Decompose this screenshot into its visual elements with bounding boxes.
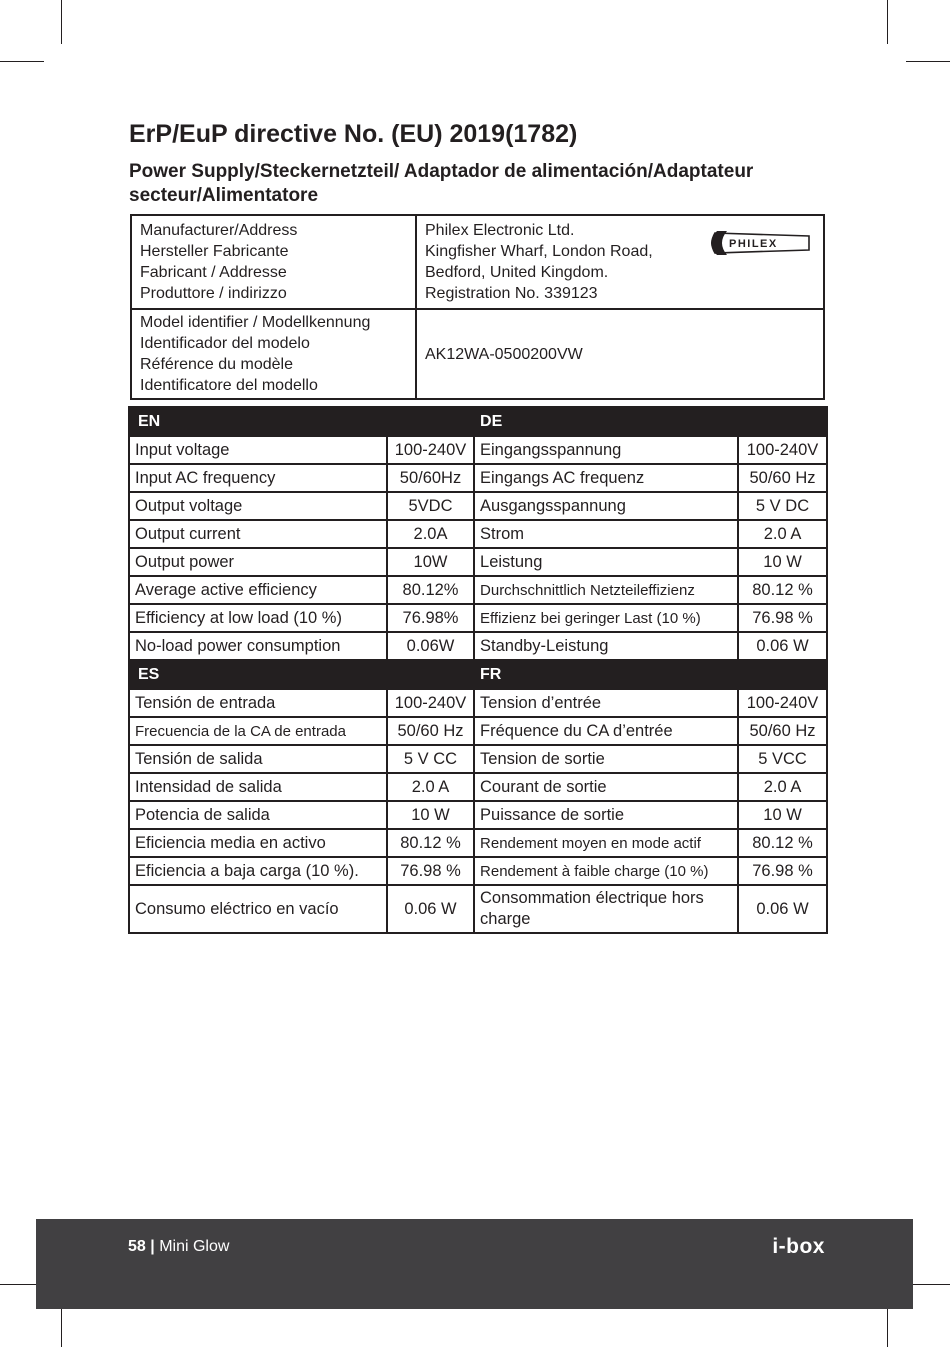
manufacturer-label-line: Manufacturer/Address (140, 222, 298, 239)
crop-mark (61, 0, 62, 44)
spec-label: Consommation électrique hors charge (474, 885, 738, 933)
crop-mark (887, 0, 888, 44)
manufacturer-label-line: Produttore / indirizzo (140, 285, 287, 302)
spec-value: 10 W (738, 801, 827, 829)
address-line: Registration No. 339123 (425, 285, 598, 302)
spec-value: 50/60 Hz (738, 717, 827, 745)
spec-label: Standby-Leistung (474, 632, 738, 660)
spec-label: Strom (474, 520, 738, 548)
spec-value: 0.06 W (387, 885, 474, 933)
manufacturer-row (131, 215, 824, 309)
spec-row (129, 520, 827, 548)
spec-label: Tensión de salida (129, 745, 387, 773)
spec-label: Eingangs AC frequenz (474, 464, 738, 492)
spec-label: Rendement moyen en mode actif (474, 829, 738, 857)
spec-row (129, 829, 827, 857)
philex-logo (705, 230, 811, 256)
spec-table (128, 406, 828, 934)
model-row (131, 309, 824, 399)
lang-header-en: EN (129, 407, 474, 436)
spec-label: Durchschnittlich Netzteileffizienz (474, 576, 738, 604)
manufacturer-label-line: Fabricant / Addresse (140, 264, 287, 281)
address-line: Bedford, United Kingdom. (425, 264, 609, 281)
page-title: ErP/EuP directive No. (EU) 2019(1782) (129, 120, 578, 148)
spec-value: 80.12 % (387, 829, 474, 857)
spec-value: 10 W (387, 801, 474, 829)
spec-row (129, 492, 827, 520)
spec-value: 50/60Hz (387, 464, 474, 492)
spec-label: Leistung (474, 548, 738, 576)
spec-value: 10 W (738, 548, 827, 576)
spec-row (129, 745, 827, 773)
spec-row (129, 801, 827, 829)
spec-row (129, 576, 827, 604)
spec-value: 76.98 % (387, 857, 474, 885)
model-label (131, 309, 416, 399)
spec-label: Input AC frequency (129, 464, 387, 492)
spec-row (129, 464, 827, 492)
page-footer (36, 1219, 913, 1309)
manufacturer-info-table (130, 214, 825, 400)
spec-value: 76.98 % (738, 857, 827, 885)
spec-label: Output current (129, 520, 387, 548)
lang-header-de: DE (474, 407, 827, 436)
spec-value: 0.06 W (738, 885, 827, 933)
spec-value: 50/60 Hz (738, 464, 827, 492)
language-header-row (129, 407, 827, 436)
spec-label: Fréquence du CA d’entrée (474, 717, 738, 745)
spec-label: Frecuencia de la CA de entrada (129, 717, 387, 745)
spec-label: Input voltage (129, 436, 387, 464)
lang-header-fr: FR (474, 660, 827, 689)
spec-row (129, 857, 827, 885)
model-label-line: Model identifier / Modellkennung (140, 314, 371, 331)
spec-label: Courant de sortie (474, 773, 738, 801)
spec-label: Average active efficiency (129, 576, 387, 604)
footer-page-info (128, 1238, 229, 1256)
spec-label: Puissance de sortie (474, 801, 738, 829)
spec-label: No-load power consumption (129, 632, 387, 660)
spec-label: Effizienz bei geringer Last (10 %) (474, 604, 738, 632)
crop-mark (887, 1303, 888, 1347)
spec-value: 76.98% (387, 604, 474, 632)
spec-label: Efficiency at low load (10 %) (129, 604, 387, 632)
spec-row (129, 773, 827, 801)
language-header-row (129, 660, 827, 689)
spec-row (129, 436, 827, 464)
spec-row (129, 885, 827, 933)
address-line: Kingfisher Wharf, London Road, (425, 243, 653, 260)
model-label-line: Identificatore del modello (140, 377, 318, 394)
crop-mark (0, 61, 44, 62)
spec-value: 80.12% (387, 576, 474, 604)
spec-label: Output voltage (129, 492, 387, 520)
spec-value: 0.06W (387, 632, 474, 660)
spec-row (129, 632, 827, 660)
spec-value: 80.12 % (738, 829, 827, 857)
spec-value: 100-240V (387, 436, 474, 464)
svg-text:PHILEX: PHILEX (729, 238, 778, 250)
spec-value: 5VDC (387, 492, 474, 520)
spec-label: Intensidad de salida (129, 773, 387, 801)
spec-value: 10W (387, 548, 474, 576)
spec-value: 5 V CC (387, 745, 474, 773)
spec-value: 5 VCC (738, 745, 827, 773)
spec-row (129, 689, 827, 717)
spec-label: Tension d’entrée (474, 689, 738, 717)
spec-label: Eficiencia a baja carga (10 %). (129, 857, 387, 885)
spec-label: Consumo eléctrico en vacío (129, 885, 387, 933)
spec-value: 80.12 % (738, 576, 827, 604)
model-label-line: Identificador del modelo (140, 335, 310, 352)
spec-label: Rendement à faible charge (10 %) (474, 857, 738, 885)
spec-value: 0.06 W (738, 632, 827, 660)
page-subtitle: Power Supply/Steckernetzteil/ Adaptador de alimentación/Adaptateur secteur/Alimentatore (129, 161, 754, 206)
spec-value: 2.0A (387, 520, 474, 548)
crop-mark (906, 61, 950, 62)
spec-value: 2.0 A (738, 773, 827, 801)
spec-value: 100-240V (738, 436, 827, 464)
spec-label: Output power (129, 548, 387, 576)
spec-value: 50/60 Hz (387, 717, 474, 745)
page-number: 58 (128, 1238, 146, 1255)
spec-row (129, 604, 827, 632)
product-name: Mini Glow (159, 1238, 230, 1255)
spec-label: Eingangsspannung (474, 436, 738, 464)
manufacturer-label-line: Hersteller Fabricante (140, 243, 289, 260)
model-identifier: AK12WA-0500200VW (416, 309, 824, 399)
model-label-line: Référence du modèle (140, 356, 293, 373)
lang-header-es: ES (129, 660, 474, 689)
spec-row (129, 548, 827, 576)
spec-value: 100-240V (738, 689, 827, 717)
spec-value: 100-240V (387, 689, 474, 717)
footer-separator: | (150, 1238, 155, 1255)
crop-mark (61, 1303, 62, 1347)
spec-row (129, 717, 827, 745)
brand-logo: i-box (772, 1235, 825, 1258)
spec-label: Ausgangsspannung (474, 492, 738, 520)
spec-label: Potencia de salida (129, 801, 387, 829)
manufacturer-label (131, 215, 416, 309)
spec-label: Tensión de entrada (129, 689, 387, 717)
manufacturer-address (416, 215, 824, 309)
spec-value: 2.0 A (738, 520, 827, 548)
spec-value: 76.98 % (738, 604, 827, 632)
spec-label: Eficiencia media en activo (129, 829, 387, 857)
spec-value: 2.0 A (387, 773, 474, 801)
address-line: Philex Electronic Ltd. (425, 222, 575, 239)
spec-label: Tension de sortie (474, 745, 738, 773)
spec-value: 5 V DC (738, 492, 827, 520)
